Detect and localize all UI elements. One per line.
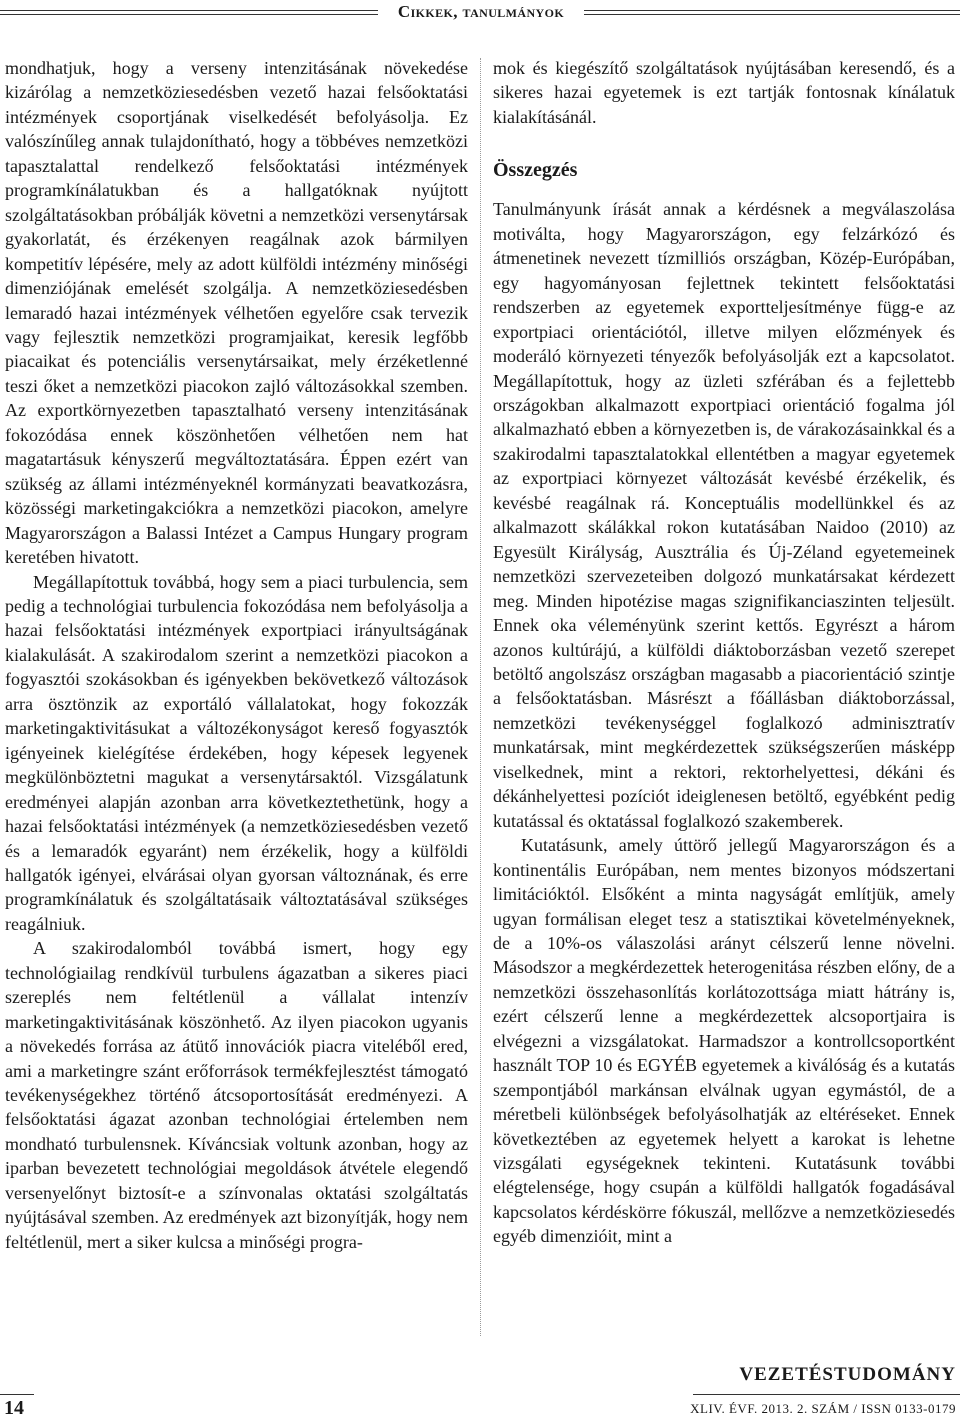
left-column [5,56,468,1254]
right-paragraph-1: Tanulmányunk írását annak a kérdésnek a megválaszolása motiválta, hogy Magyarországon, egy felzárkózó és átmenetinek nevezett tízmilliós országban, Közép-Európában, egy hagyományosan fejlettnek tekintett felsőoktatási rendszerben az egyetemek exportteljesítménye függ-e az exportpiaci orientációtól, illetve milyen előzmények és moderáló környezeti tényezők befolyásolják ezt a kapcsolatot. Megállapítottuk, hogy az üzleti szférában és a fejlettebb országokban alkalmazott exportpiaci orientáció fogalma jól alkalmazható ebben a környezetben is, de várakozásainkkal és a szakirodalmi tapasztalatokkal ellentétben a magyar egyetemek az exportpiaci környezet változását kevésbé érzékelik, és kevésbé reagálnak rá. Konceptuális modellünkkel és az alkalmazott skálákkal rokon kutatásában Naidoo (2010) az Egyesült Királyság, Ausztrália és Új-Zéland egyetemeinek nemzetközi szervezeteiben dolgozó munkatársakat kérdezett meg. Minden hipotézise magas szignifikanciaszinten teljesült. Ennek oka véleményünk szerint kettős. Egyrészt a három azonos kultúrájú, a külföldi diáktoborzásban vezető szerepet betöltő angolszász országban magasabb a piacorientáció szintje a felsőoktatásban. Másrészt a főállásban diáktoborzással, nemzetközi tevékenységgel foglalkozó adminisztratív munkatársak, mint megkérdezettek szükségszerűen másképp viselkednek, mint a rektori, rektorhelyettesi, dékáni és dékánhelyettesi pozíciót ideiglenesen betöltő, egyébként pedig kutatással és oktatással foglalkozó szakemberek. [493,199,955,831]
left-paragraph-3: A szakirodalomból továbbá ismert, hogy egy technológiailag rendkívül turbulens ágazatban a sikeres piaci szereplés nem feltétlenül a vállalat intenzív marketingaktivitásának köszönhető. Az ilyen piacokon ugyanis a növekedés forrása az átütő innovációk piacra viteléből ered, ami a marketingre szánt erőforrások termékfejlesztést támogató tevékenységekhez történő átcsoportosítását eredményezi. A felsőoktatási ágazat azonban technológiai értelemben nem mondható turbulensnek. Kíváncsiak voltunk azonban, hogy az iparban bevezetett technológiai megoldások átvétele elegendő versenyelőnyt biztosít-e a színvonalas oktatási szolgáltatás nyújtásával szemben. Az eredmények azt bizonyítják, hogy nem feltétlenül, mert a siker kulcsa a minőségi progra- [5,938,468,1252]
header-rule-right [584,10,960,15]
column-divider [480,58,481,1336]
section-title: Cikkek, tanulmányok [397,2,565,21]
section-heading-summary: Összegzés [493,159,578,182]
right-column [493,56,955,1249]
page-number: 14 [4,1397,24,1419]
running-header [0,0,960,26]
footer-rule-right [693,1394,960,1395]
left-paragraph-2: Megállapítottuk továbbá, hogy sem a piaci turbulencia, sem pedig a technológiai turbulencia fokozódása nem befolyásolja a hazai felsőoktatási intézmények exportpiaci irányultságának kialakulását. A szakirodalom szerint a nemzetközi piacokon a fogyasztói szokásokban és igényekben bekövetkező változások arra ösztönzik az exportáló vállalatokat, hogy fokozzák marketingaktivitásukat a változékonyságot kereső fogyasztók igényeinek kielégítése érdekében, hogy képesek legyenek megkülönböztetni magukat a versenytársaktól. Vizsgálatunk eredményei alapján azonban arra következtethetünk, hogy a hazai felsőoktatási intézmények (a nemzetköziesedésben vezető és a lemaradók egyaránt) nem érzékelik, hogy a külföldi hallgatók igényei, elvárásai olyan gyorsan változnának, és erre programkínálatuk és szolgáltatásaik változtatásával szükséges reagálniuk. [5,571,468,934]
right-intro-paragraph: mok és kiegészítő szolgáltatások nyújtásában keresendő, és a sikeres hazai egyetemek is ezt tartják fontosnak kínálatuk kialakításánál. [493,58,955,127]
issue-info: XLIV. ÉVF. 2013. 2. SZÁM / ISSN 0133-0179 [690,1401,956,1416]
journal-name: VEZETÉSTUDOMÁNY [739,1364,956,1385]
left-paragraph-1: mondhatjuk, hogy a verseny intenzitásának növekedése kizárólag a nemzetköziesedésben vezető hazai felsőoktatási intézmények csoportjának viselkedését befolyásolja. Ez valószínűleg annak tulajdonítható, hogy a többéves nemzetközi tapasztalattal rendelkező felsőoktatási intézmények programkínálatukban és a hallgatóknak nyújtott szolgáltatásokban próbálják követni a nemzetközi versenytársak gyakorlatát, és érzékenyen reagálnak azok bármilyen kompetitív lépésére, mely az adott külföldi intézmény minőségi dimenziójának emelését szolgálja. A nemzetköziesedésben lemaradó hazai intézmények vélhetően egyelőre csak tervezik vagy fejlesztik nemzetközi programjaikat, keresik legfőbb piacaikat és potenciális versenytársaikat, mely érzéketlenné teszi őket a nemzetközi piacokon zajló változásokkal szemben. Az exportkörnyezetben tapasztalható verseny intenzitásának fokozódása ennek köszönhetően vélhetően nem hat magatartásuk kényszerű megváltoztatására. Éppen ezért van szükség az állami intézményeknél kormányzati beavatkozásra, közösségi marketingakciókra a nemzetközi piacokon, amelyre Magyarországon a Balassi Intézet a Campus Hungary program keretében hivatott. [5,58,468,568]
right-paragraph-2: Kutatásunk, amely úttörő jellegű Magyarországon és a kontinentális Európában, nem mentes bizonyos módszertani limitációktól. Elsőként a minta nagyságát említjük, amely ugyan formálisan eleget tesz a statisztikai követelményeknek, de a 10%-os válaszolási arányt célszerű lenne növelni. Másodszor a megkérdezettek heterogenitása részben előny, de a nemzetközi összehasonlítás korlátozottsága miatt hátrány is, ezért célszerű lenne a megkérdezettek alcsoportjaira is elvégezni a vizsgálatokat. Harmadszor a kontrollcsoportként használt TOP 10 és EGYÉB egyetemek a kiválóság és a kutatás szempontjából markánsan elválnak ugyan egymástól, de a méretbeli különbségek befolyásolhatják az eltéréseket. Ennek következtében az egyetemek helyett a karokat is lehetne vizsgálati egységeknek tekinteni. Kutatásunk további elégtelensége, hogy csupán a külföldi hallgatók fogadásával kapcsolatos kérdéskörre fókuszál, mellőzve a nemzetköziesedés egyéb dimenzióit, mint a [493,835,955,1247]
header-rule-left [0,10,378,15]
footer-rule-left [0,1394,34,1395]
